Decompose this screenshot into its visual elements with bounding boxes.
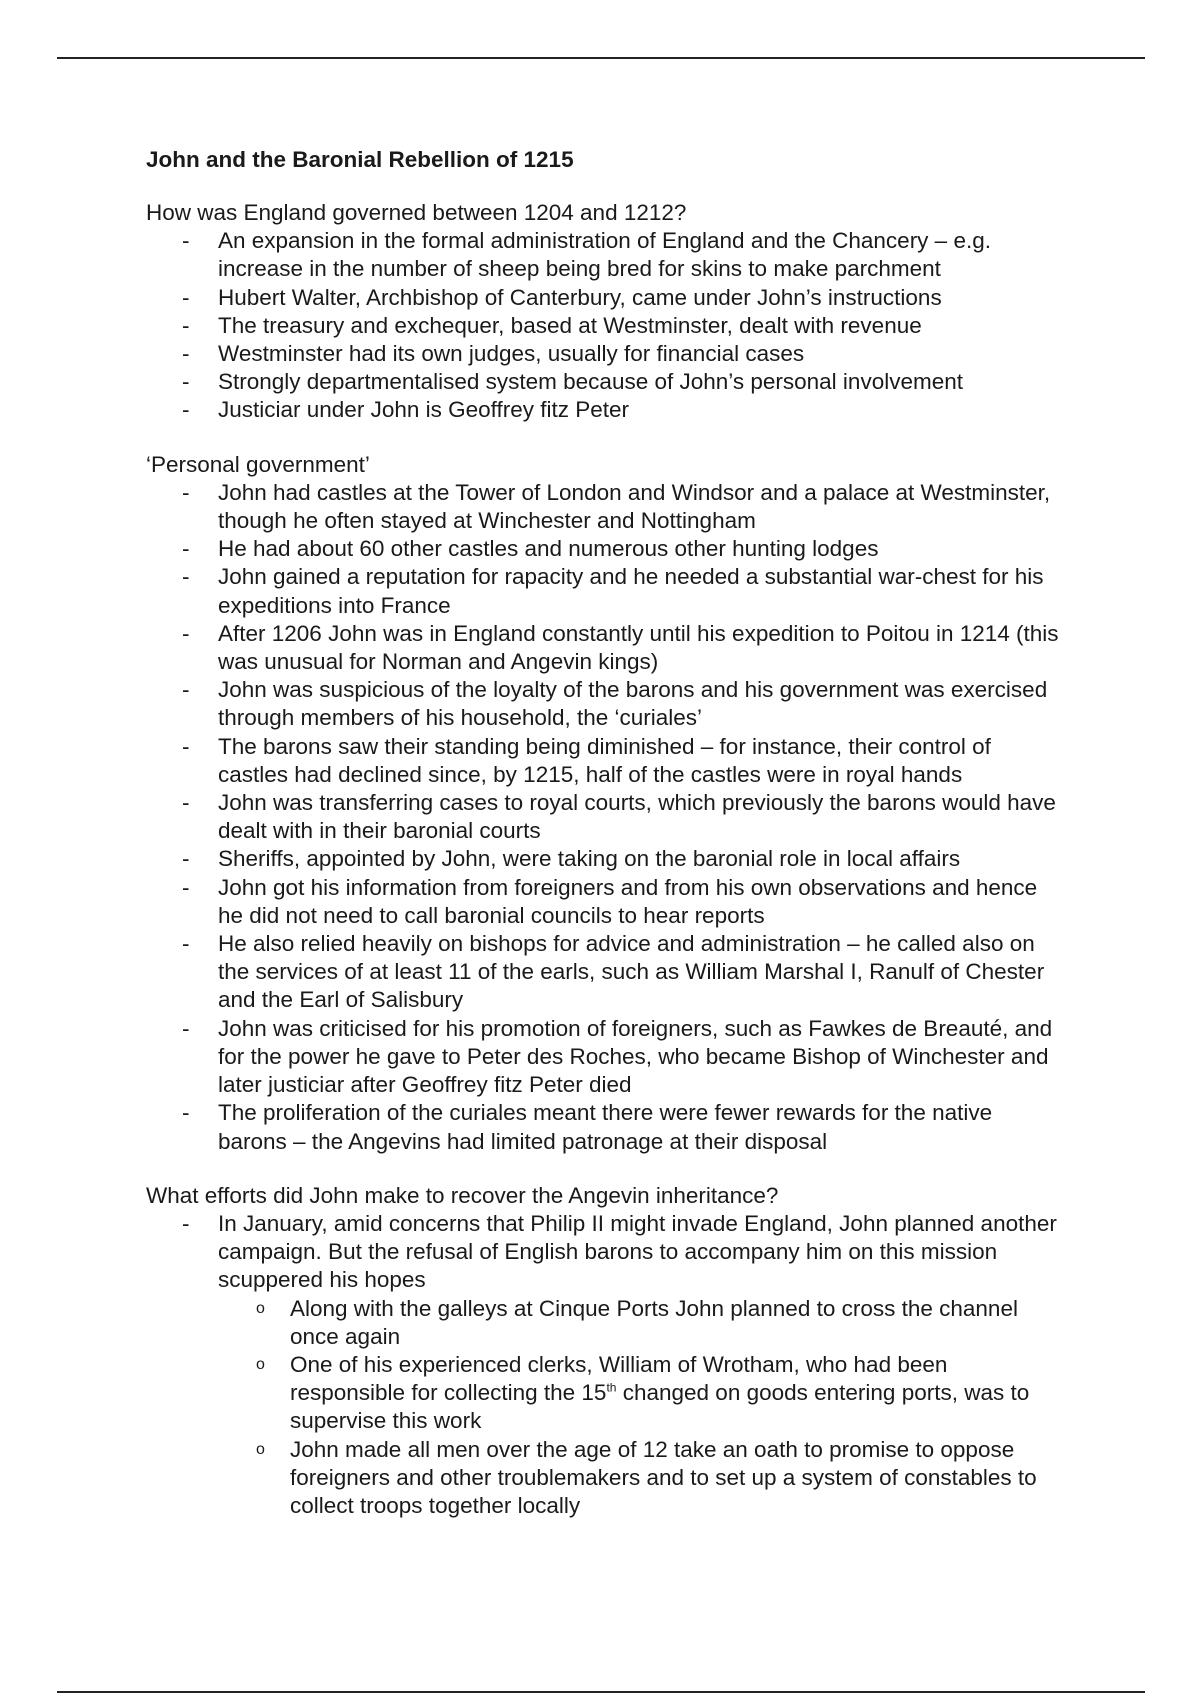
dash-marker: - — [182, 397, 190, 423]
document-body — [146, 146, 1066, 1546]
list-item: - John gained a reputation for rapacity and he needed a substantial war-chest for his expeditions into France — [182, 564, 1044, 618]
top-rule — [57, 57, 1145, 59]
document-title: John and the Baronial Rebellion of 1215 — [146, 147, 574, 172]
list-item: - The barons saw their standing being diminished – for instance, their control of castles had declined since, by 1215, half of the castles were in royal hands — [182, 733, 991, 787]
sub-list-item: o Along with the galleys at Cinque Ports John planned to cross the channel once again — [256, 1295, 1018, 1349]
list-item: - He also relied heavily on bishops for advice and administration – he called also on the services of at least 11 of the earls, such as William Marshal I, Ranulf of Chester and the Earl of Salisbury — [182, 931, 1045, 1013]
superscript: th — [606, 1380, 617, 1395]
list-item: - John had castles at the Tower of London and Windsor and a palace at Westminster, though he often stayed at Winchester and Nottingham — [182, 479, 1051, 534]
dash-marker: - — [182, 874, 190, 900]
section-angevin-inheritance — [146, 1182, 1066, 1520]
sub-list-item: o John made all men over the age of 12 take an oath to promise to oppose foreigners and other troublemakers and to set up a system of constables to collect troops together locally — [256, 1436, 1037, 1518]
bullet-list — [146, 227, 1066, 424]
dash-marker: - — [182, 677, 190, 703]
dash-marker: - — [182, 1210, 190, 1236]
circle-marker: o — [256, 1355, 265, 1373]
sub-bullet-list — [218, 1295, 1066, 1521]
list-item: - Justiciar under John is Geoffrey fitz Peter — [146, 396, 1066, 424]
list-item: - After 1206 John was in England constantly until his expedition to Poitou in 1214 (this was unusual for Norman and Angevin kings) — [182, 620, 1059, 675]
list-item: - John got his information from foreigners and from his own observations and hence he did not need to call baronial councils to hear reports — [182, 874, 1038, 928]
dash-marker: - — [182, 479, 190, 505]
list-item: - Strongly departmentalised system because of John’s personal involvement — [146, 368, 1066, 396]
list-item: - John was criticised for his promotion of foreigners, such as Fawkes de Breauté, and for the power he gave to Peter des Roches, who became Bishop of Winchester and later justiciar after Geoffrey fitz Peter died — [182, 1015, 1053, 1098]
section-heading: ‘Personal government’ — [146, 451, 370, 477]
dash-marker: - — [182, 1015, 190, 1041]
list-item: - An expansion in the formal administration of England and the Chancery – e.g. increase in the number of sheep being bred for skins to make parchment — [182, 228, 991, 282]
section-governance — [146, 199, 1066, 425]
dash-marker: - — [182, 341, 190, 367]
list-item: - Hubert Walter, Archbishop of Canterbury, came under John’s instructions — [146, 284, 1066, 312]
dash-marker: - — [182, 312, 190, 338]
bullet-list — [146, 479, 1066, 1156]
circle-marker: o — [256, 1299, 265, 1317]
dash-marker: - — [182, 846, 190, 872]
dash-marker: - — [182, 620, 190, 646]
list-item: - The treasury and exchequer, based at Westminster, dealt with revenue — [146, 312, 1066, 340]
dash-marker: - — [182, 733, 190, 759]
dash-marker: - — [182, 228, 190, 254]
list-item: - Westminster had its own judges, usually for financial cases — [146, 340, 1066, 368]
list-item: - Sheriffs, appointed by John, were taking on the baronial role in local affairs — [146, 845, 1066, 873]
dash-marker: - — [182, 931, 190, 957]
bottom-rule — [57, 1691, 1145, 1693]
list-item: - In January, amid concerns that Philip II might invade England, John planned another campaign. But the refusal of English barons to accompany him on this mission scuppered his hopes o Along with the galleys at Cinque Ports John planned to cross the channel once again o One of his experienced clerks, William of Wrotham, who had been responsible for collecting the 15th changed on goods entering ports, was to supervise this work o John made all men over the age of 12 take an oath to promise to oppose foreigners and other troublemakers and to set up a system of constables to collect troops together locally — [146, 1210, 1066, 1520]
list-item: - He had about 60 other castles and numerous other hunting lodges — [146, 535, 1066, 563]
dash-marker: - — [182, 369, 190, 395]
dash-marker: - — [182, 536, 190, 562]
bullet-list — [146, 1210, 1066, 1520]
circle-marker: o — [256, 1440, 265, 1458]
section-heading: What efforts did John make to recover the Angevin inheritance? — [146, 1182, 779, 1208]
dash-marker: - — [182, 564, 190, 590]
dash-marker: - — [182, 790, 190, 816]
sub-list-item: o One of his experienced clerks, William of Wrotham, who had been responsible for collecting the 15th changed on goods entering ports, was to supervise this work — [256, 1351, 1030, 1434]
dash-marker: - — [182, 1100, 190, 1126]
list-item: - John was transferring cases to royal courts, which previously the barons would have dealt with in their baronial courts — [182, 790, 1056, 844]
list-item: - John was suspicious of the loyalty of the barons and his government was exercised through members of his household, the ‘curiales’ — [182, 677, 1048, 731]
section-heading: How was England governed between 1204 and 1212? — [146, 200, 687, 225]
dash-marker: - — [182, 284, 190, 310]
section-personal-government — [146, 451, 1066, 1156]
list-item: - The proliferation of the curiales meant there were fewer rewards for the native barons – the Angevins had limited patronage at their disposal — [182, 1100, 993, 1154]
